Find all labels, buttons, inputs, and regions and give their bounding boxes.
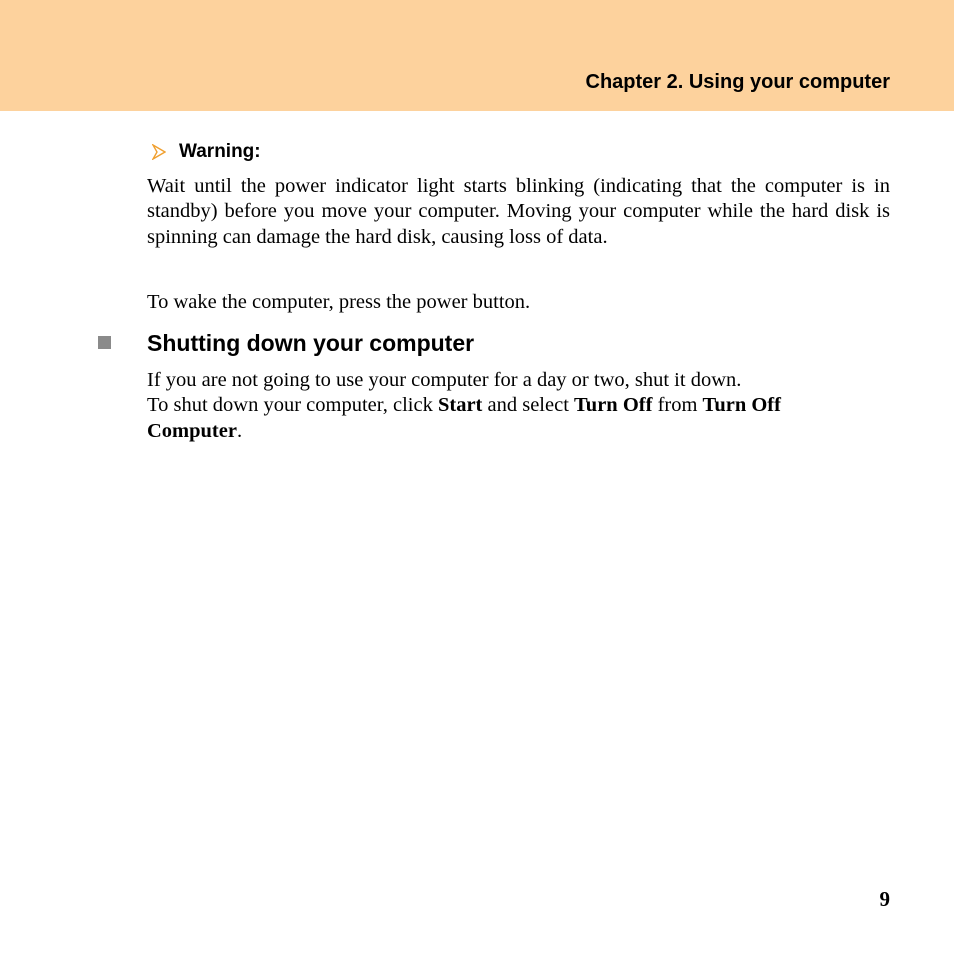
- chapter-title: Chapter 2. Using your computer: [585, 71, 890, 93]
- shutdown-line-2-from: from: [652, 394, 703, 417]
- shutdown-paragraph: [147, 368, 890, 444]
- warning-text: Wait until the power indicator light starts blinking (indicating that the computer is in standby) before you move your computer. Moving your computer while the hard disk is spinning can damage the hard disk, causing loss of data.: [147, 175, 890, 248]
- shutdown-line-end: .: [236, 419, 243, 442]
- shutdown-line-1: If you are not going to use your computer for a day or two, shut it down.: [147, 369, 742, 391]
- section-heading: Shutting down your computer: [147, 330, 475, 356]
- wake-instruction: To wake the computer, press the power button.: [147, 291, 531, 313]
- shutdown-line-2: [147, 393, 890, 418]
- header-band: [0, 0, 954, 111]
- shutdown-line-2-prefix: To shut down your computer, click: [147, 394, 438, 417]
- start-label: Start: [437, 394, 483, 417]
- shutdown-line-2-middle: and select: [482, 394, 575, 417]
- arrow-right-icon: [152, 144, 166, 160]
- turn-off-computer-label-part2: Computer: [147, 419, 237, 442]
- turn-off-label: Turn Off: [574, 394, 653, 417]
- square-bullet-icon: [98, 336, 111, 349]
- shutdown-line-3: [147, 419, 890, 444]
- warning-heading: [152, 140, 261, 164]
- warning-label: Warning:: [179, 141, 261, 162]
- turn-off-computer-label-part1: Turn Off: [702, 394, 781, 417]
- page-number: 9: [879, 887, 890, 911]
